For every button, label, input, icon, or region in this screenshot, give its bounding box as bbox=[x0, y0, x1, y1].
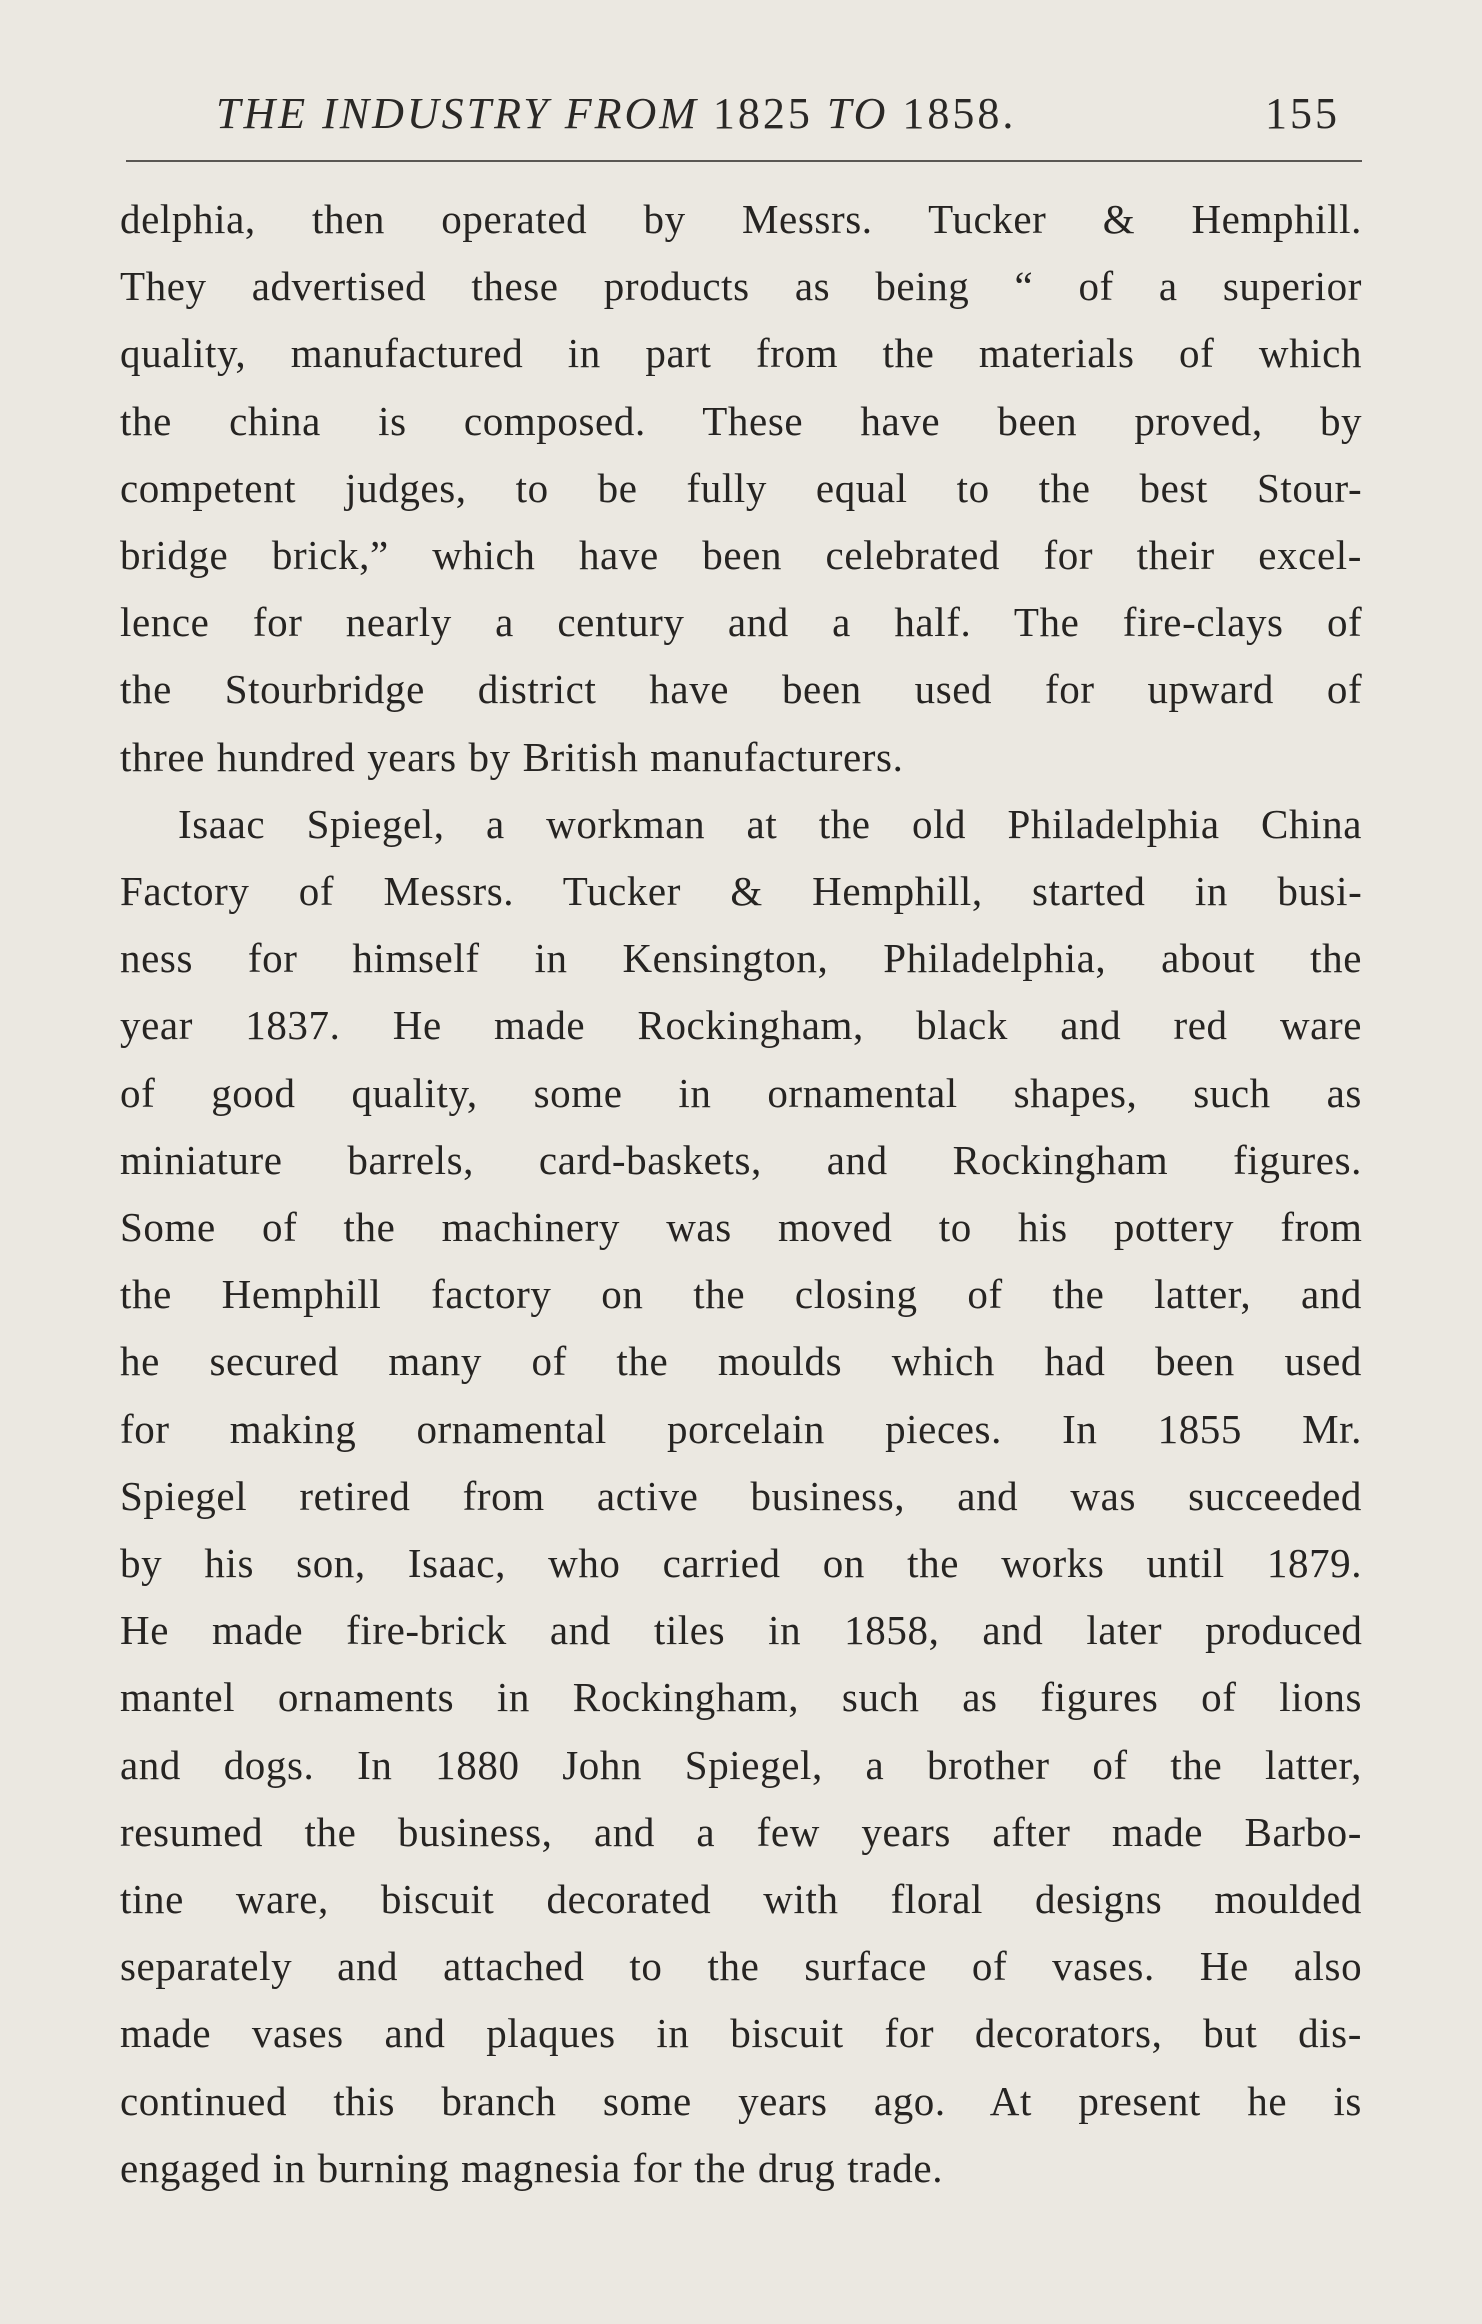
text-line: Some of the machinery was moved to his pottery from bbox=[120, 1204, 1362, 1251]
text-line: Isaac Spiegel, a workman at the old Philadelphia China bbox=[178, 800, 1362, 847]
text-line: He made fire-brick and tiles in 1858, and later produced bbox=[120, 1607, 1362, 1654]
text-line: ness for himself in Kensington, Philadelphia, about the bbox=[120, 935, 1362, 982]
text-line: year 1837. He made Rockingham, black and red ware bbox=[120, 1002, 1362, 1049]
text-line: bridge brick,” which have been celebrated for their excel- bbox=[120, 532, 1362, 579]
text-line: resumed the business, and a few years after made Barbo- bbox=[120, 1808, 1362, 1855]
body-text bbox=[120, 186, 1362, 2202]
title-year-2: 1858. bbox=[902, 89, 1017, 138]
text-line: separately and attached to the surface of vases. He also bbox=[120, 1943, 1362, 1990]
text-line: mantel ornaments in Rockingham, such as figures of lions bbox=[120, 1674, 1362, 1721]
text-line: delphia, then operated by Messrs. Tucker & Hemphill. bbox=[120, 196, 1362, 242]
header-rule bbox=[126, 160, 1362, 162]
title-part-1: THE INDUSTRY FROM bbox=[216, 89, 699, 138]
running-head bbox=[120, 88, 1362, 148]
text-line: and dogs. In 1880 John Spiegel, a brother of the latter, bbox=[120, 1741, 1362, 1788]
text-line: three hundred years by British manufacturers. bbox=[120, 733, 904, 780]
text-line: continued this branch some years ago. At present he is bbox=[120, 2077, 1362, 2124]
title-part-2: TO bbox=[826, 89, 889, 138]
running-head-title bbox=[216, 88, 1016, 139]
text-line: the Stourbridge district have been used for upward of bbox=[120, 666, 1362, 713]
text-line: the Hemphill factory on the closing of the latter, and bbox=[120, 1271, 1362, 1318]
text-line: the china is composed. These have been proved, by bbox=[120, 397, 1362, 444]
text-line: engaged in burning magnesia for the drug trade. bbox=[120, 2144, 944, 2191]
text-line: competent judges, to be fully equal to the best Stour- bbox=[120, 464, 1362, 511]
text-line: of good quality, some in ornamental shapes, such as bbox=[120, 1069, 1362, 1116]
text-line: for making ornamental porcelain pieces. In 1855 Mr. bbox=[120, 1405, 1362, 1452]
page-number: 155 bbox=[1265, 89, 1340, 138]
text-line: They advertised these products as being “ of a superior bbox=[120, 263, 1362, 310]
text-line: Factory of Messrs. Tucker & Hemphill, started in busi- bbox=[120, 868, 1362, 915]
paragraph-1 bbox=[120, 186, 1362, 791]
text-line: by his son, Isaac, who carried on the works until 1879. bbox=[120, 1540, 1362, 1587]
text-line: Spiegel retired from active business, and was succeeded bbox=[120, 1472, 1362, 1519]
text-line: made vases and plaques in biscuit for decorators, but dis- bbox=[120, 2010, 1362, 2057]
title-year-1: 1825 bbox=[712, 89, 813, 138]
text-line: miniature barrels, card-baskets, and Rockingham figures. bbox=[120, 1136, 1362, 1183]
text-line: lence for nearly a century and a half. The fire-clays of bbox=[120, 599, 1362, 646]
text-line: tine ware, biscuit decorated with floral designs moulded bbox=[120, 1876, 1362, 1923]
text-line: quality, manufactured in part from the materials of which bbox=[120, 330, 1362, 377]
paragraph-2 bbox=[120, 791, 1362, 2202]
text-line: he secured many of the moulds which had been used bbox=[120, 1338, 1362, 1385]
